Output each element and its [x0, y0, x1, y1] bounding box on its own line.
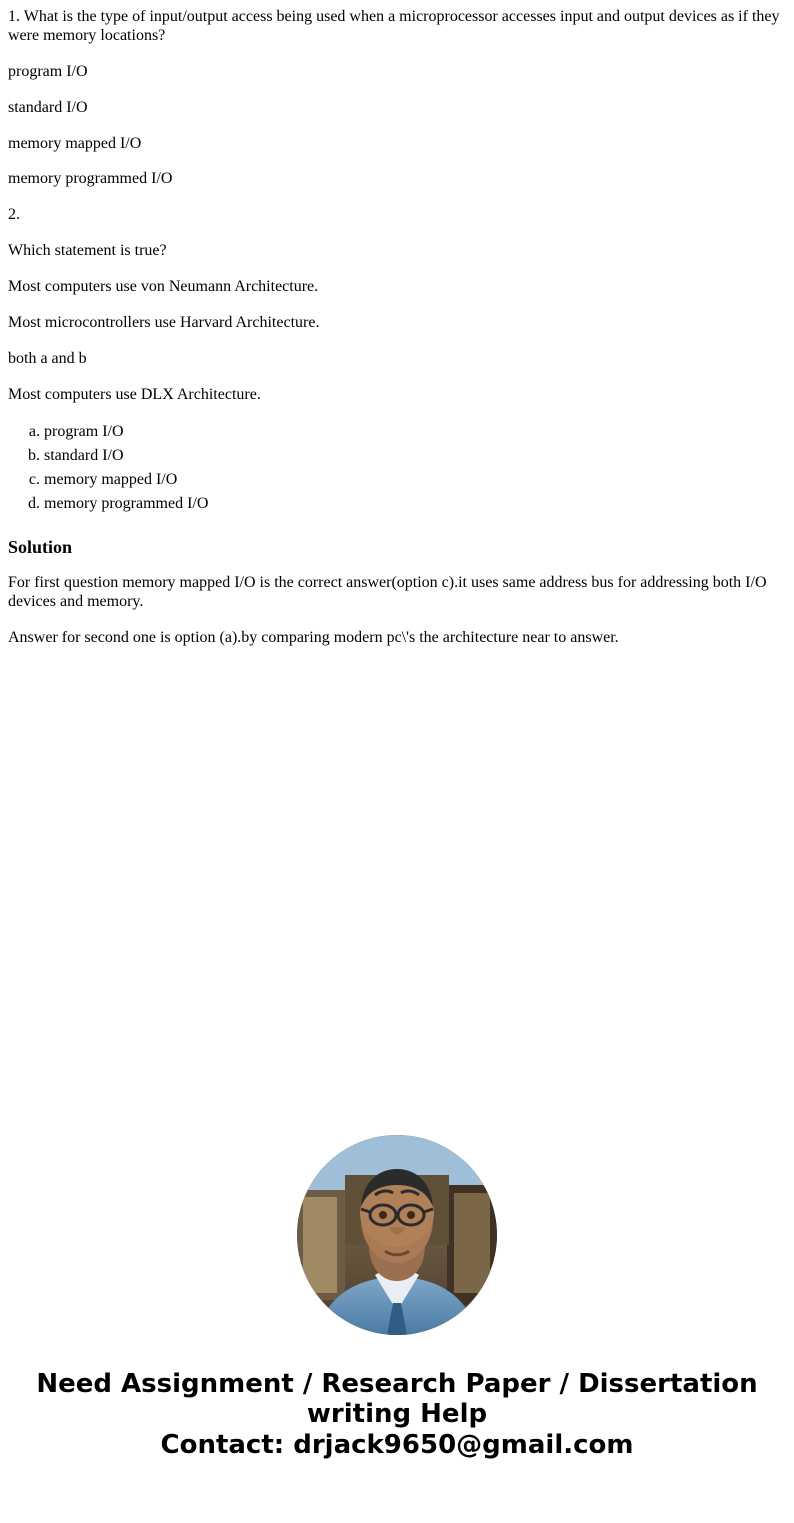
question-1-option-c: memory mapped I/O — [8, 134, 142, 152]
question-1-option-b: standard I/O — [8, 98, 88, 116]
question-2-option-b: Most microcontrollers use Harvard Architecture. — [8, 313, 320, 331]
promo-banner — [8, 1135, 786, 1481]
list-item: a. program I/O — [44, 422, 786, 441]
solution-paragraph-2: Answer for second one is option (a).by comparing modern pc\'s the architecture near to answer. — [8, 628, 619, 646]
list-item: b. standard I/O — [44, 446, 786, 465]
promo-line-2: writing Help — [306, 1399, 488, 1430]
list-item: c. memory mapped I/O — [44, 470, 786, 489]
question-2-prompt: Which statement is true? — [8, 242, 167, 260]
solution-heading: Solution — [8, 537, 73, 558]
answer-choice-list — [8, 422, 786, 514]
portrait-photo-icon — [297, 1135, 497, 1335]
promo-line-1: Need Assignment / Research Paper / Dissertation — [36, 1368, 758, 1399]
question-1-option-a: program I/O — [8, 62, 88, 80]
question-2-option-a: Most computers use von Neumann Architecture. — [8, 278, 319, 295]
question-1-option-d: memory programmed I/O — [8, 170, 173, 188]
question-2-option-d: Most computers use DLX Architecture. — [8, 385, 261, 403]
promo-contact: Contact: drjack9650@gmail.com — [160, 1429, 634, 1460]
avatar-container — [8, 1135, 786, 1335]
avatar — [297, 1135, 497, 1335]
question-2-number: 2. — [8, 206, 20, 224]
content-spacer — [8, 665, 786, 1135]
list-item: d. memory programmed I/O — [44, 494, 786, 513]
question-1-text: 1. What is the type of input/output access being used when a microprocessor accesses input and output devices as if they were memory locations? — [8, 8, 780, 44]
solution-paragraph-1: For first question memory mapped I/O is the correct answer(option c).it uses same address bus for addressing both I/O devices and memory. — [8, 573, 767, 610]
question-2-option-c: both a and b — [8, 349, 87, 367]
